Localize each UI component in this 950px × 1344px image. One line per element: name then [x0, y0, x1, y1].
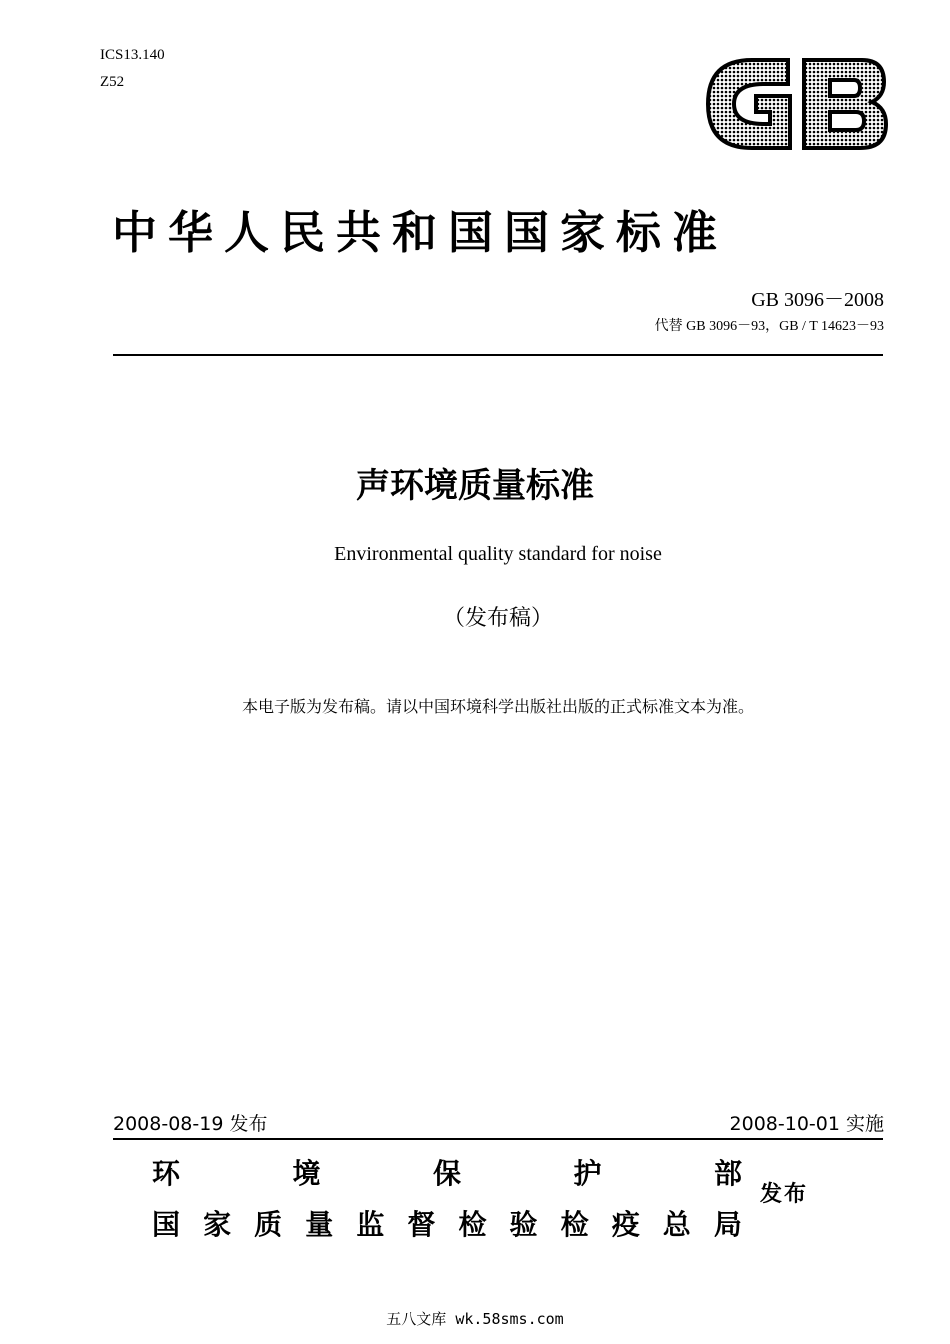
classification-code: Z52	[100, 74, 125, 90]
issuer-char: 验	[509, 1208, 538, 1241]
issuer-ministry	[152, 1152, 742, 1192]
issuer-char: 监	[356, 1208, 385, 1241]
issuer-char: 国	[152, 1208, 181, 1241]
publish-label: 发布	[760, 1182, 809, 1207]
draft-label: （发布稿）	[442, 606, 553, 631]
issuer-char: 质	[254, 1208, 283, 1241]
issuer-char: 疫	[611, 1208, 640, 1241]
ics-code: ICS13.140	[100, 47, 165, 63]
issuer-char: 环	[152, 1157, 181, 1190]
issuer-aqsiq	[152, 1203, 742, 1243]
top-divider	[113, 354, 883, 356]
issuer-char: 护	[573, 1157, 602, 1190]
document-title-en: Environmental quality standard for noise	[334, 543, 662, 565]
issuer-char: 检	[458, 1208, 487, 1241]
issuer-char: 保	[432, 1157, 461, 1190]
bottom-divider	[113, 1138, 883, 1140]
issuer-char: 境	[292, 1157, 321, 1190]
replaces-note: 代替 GB 3096－93，GB / T 14623－93	[654, 319, 884, 334]
issuer-char: 量	[305, 1208, 334, 1241]
document-title-cn: 声环境质量标准	[356, 466, 594, 506]
issuer-char: 督	[407, 1208, 436, 1241]
issue-date: 2008-08-19 发布	[113, 1113, 268, 1135]
gb-logo	[704, 54, 888, 154]
edition-note: 本电子版为发布稿。请以中国环境科学出版社出版的正式标准文本为准。	[241, 697, 754, 716]
standard-number: GB 3096－2008	[751, 289, 884, 311]
issuer-char: 部	[713, 1157, 742, 1190]
implementation-date: 2008-10-01 实施	[729, 1113, 884, 1135]
national-standard-title: 中华人民共和国国家标准	[112, 206, 729, 259]
footer-watermark: 五八文库 wk.58sms.com	[386, 1310, 564, 1328]
issuer-char: 局	[713, 1208, 742, 1241]
issuer-char: 检	[560, 1208, 589, 1241]
issuer-char: 总	[662, 1208, 691, 1241]
issuer-char: 家	[203, 1208, 232, 1241]
